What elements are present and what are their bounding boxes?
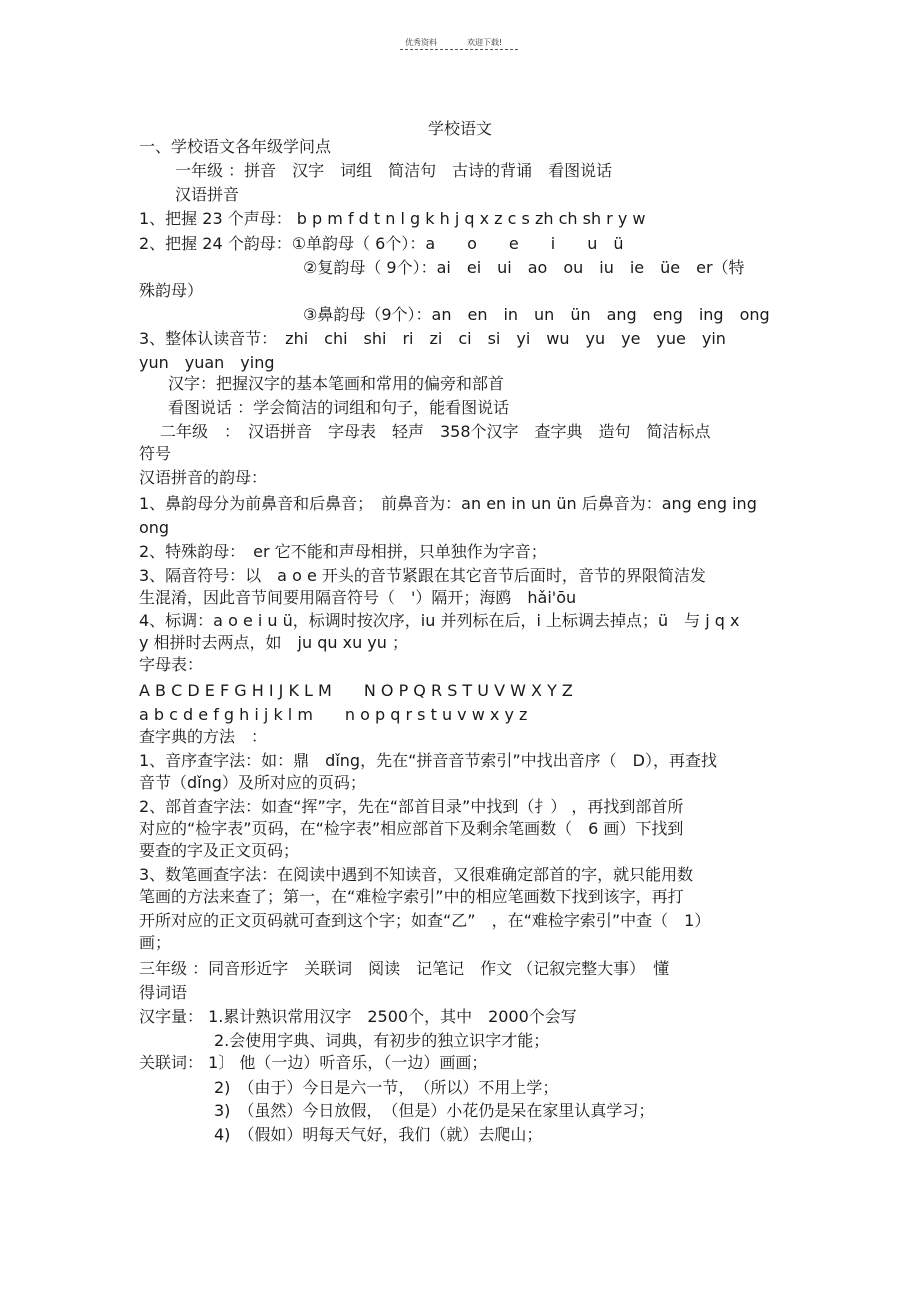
header-divider [400, 49, 518, 50]
text-line: 字母表： [139, 655, 204, 674]
text-line: 3、隔音符号：以 a o e 开头的音节紧跟在其它音节后面时，音节的界限简洁发 [139, 566, 706, 585]
text-line: 2、部首查字法：如查“挥”字，先在“部首目录”中找到（扌） ，再找到部首所 [139, 797, 684, 816]
text-line: yun yuan ying [139, 353, 275, 372]
text-line: 1、把握 23 个声母： b p m f d t n l g k h j q x z c s zh ch sh r y w [139, 209, 646, 228]
text-line: 一年级 ：拼音 汉字 词组 简洁句 古诗的背诵 看图说话 [175, 161, 613, 180]
text-line: 二年级 ： 汉语拼音 字母表 轻声 358个汉字 查字典 造句 简洁标点 [160, 422, 711, 441]
text-line: 1、鼻韵母分为前鼻音和后鼻音； 前鼻音为：an en in un ün 后鼻音为：ang eng ing [139, 494, 757, 513]
text-line: 开所对应的正文页码就可查到这个字；如查“乙” ，在“难检字索引”中查（ 1） [139, 911, 711, 930]
text-line: 汉字：把握汉字的基本笔画和常用的偏旁和部首 [168, 374, 505, 393]
text-line: 对应的“检字表”页码，在“检字表”相应部首下及剩余笔画数（ 6 画）下找到 [139, 819, 684, 838]
text-line: y 相拼时去两点，如 ju qu xu yu ； [139, 633, 409, 652]
text-line: 关联词： 1〕 他（一边）听音乐，（一边）画画； [139, 1053, 488, 1072]
text-line: 生混淆，因此音节间要用隔音符号（ '）隔开；海鸥 hǎi'ōu [139, 588, 577, 607]
text-line: 三年级 ：同音形近字 关联词 阅读 记笔记 作文 （记叙完整大事） 懂 [139, 959, 670, 978]
text-line: 4) （假如）明每天气好，我们（就）去爬山； [214, 1125, 543, 1144]
text-line: ong [139, 518, 170, 537]
page-header-right: 欢迎下载! [467, 38, 503, 47]
text-line: 汉语拼音 [175, 185, 240, 204]
text-line: 2、把握 24 个韵母：①单韵母（ 6个）：a o e i u ü [139, 234, 624, 253]
text-line: 4、标调：a o e i u ü，标调时按次序，iu 并列标在后，i 上标调去掉点；ü 与 j q x [139, 611, 740, 630]
text-line: 得词语 [139, 983, 188, 1002]
text-line: 2) （由于）今日是六一节， （所以）不用上学； [214, 1078, 559, 1097]
text-line: a b c d e f g h i j k l m n o p q r s t u v w x y z [139, 705, 528, 724]
text-line: A B C D E F G H I J K L M N O P Q R S T U V W X Y Z [139, 681, 573, 700]
text-line: 一、学校语文各年级学问点 [139, 137, 332, 156]
text-line: 2.会使用字典、词典，有初步的独立识字才能； [214, 1031, 550, 1050]
text-line: 符号 [139, 444, 172, 463]
text-line: 看图说话 ：学会简洁的词组和句子，能看图说话 [168, 398, 510, 417]
document-title: 学校语文 [427, 119, 492, 138]
text-line: 要查的字及正文页码； [139, 841, 300, 860]
text-line: 3、数笔画查字法：在阅读中遇到不知读音，又很难确定部首的字，就只能用数 [139, 865, 694, 884]
text-line: 画； [139, 933, 172, 952]
text-line: ②复韵母（ 9个）：ai ei ui ao ou iu ie üe er（特 [303, 258, 745, 277]
text-line: ③鼻韵母（9个）：an en in un ün ang eng ing ong [303, 305, 770, 324]
text-line: 2、特殊韵母： er 它不能和声母相拼，只单独作为字音； [139, 542, 547, 561]
text-line: 音节（dǐng）及所对应的页码； [139, 773, 366, 792]
text-line: 汉语拼音的韵母： [139, 468, 268, 487]
text-line: 3) （虽然）今日放假， （但是）小花仍是呆在家里认真学习； [214, 1101, 655, 1120]
page-header-left: 优秀资料 [405, 38, 437, 47]
text-line: 笔画的方法来查了；第一，在“难检字索引”中的相应笔画数下找到该字，再打 [139, 887, 684, 906]
text-line: 汉字量： 1.累计熟识常用汉字 2500个，其中 2000个会写 [139, 1007, 577, 1026]
text-line: 3、整体认读音节： zhi chi shi ri zi ci si yi wu yu ye yue yin [139, 329, 726, 348]
text-line: 殊韵母） [139, 281, 204, 300]
text-line: 查字典的方法 ： [139, 727, 268, 746]
text-line: 1、音序查字法：如：鼎 dǐng，先在“拼音音节索引”中找出音序（ D），再查找 [139, 751, 717, 770]
